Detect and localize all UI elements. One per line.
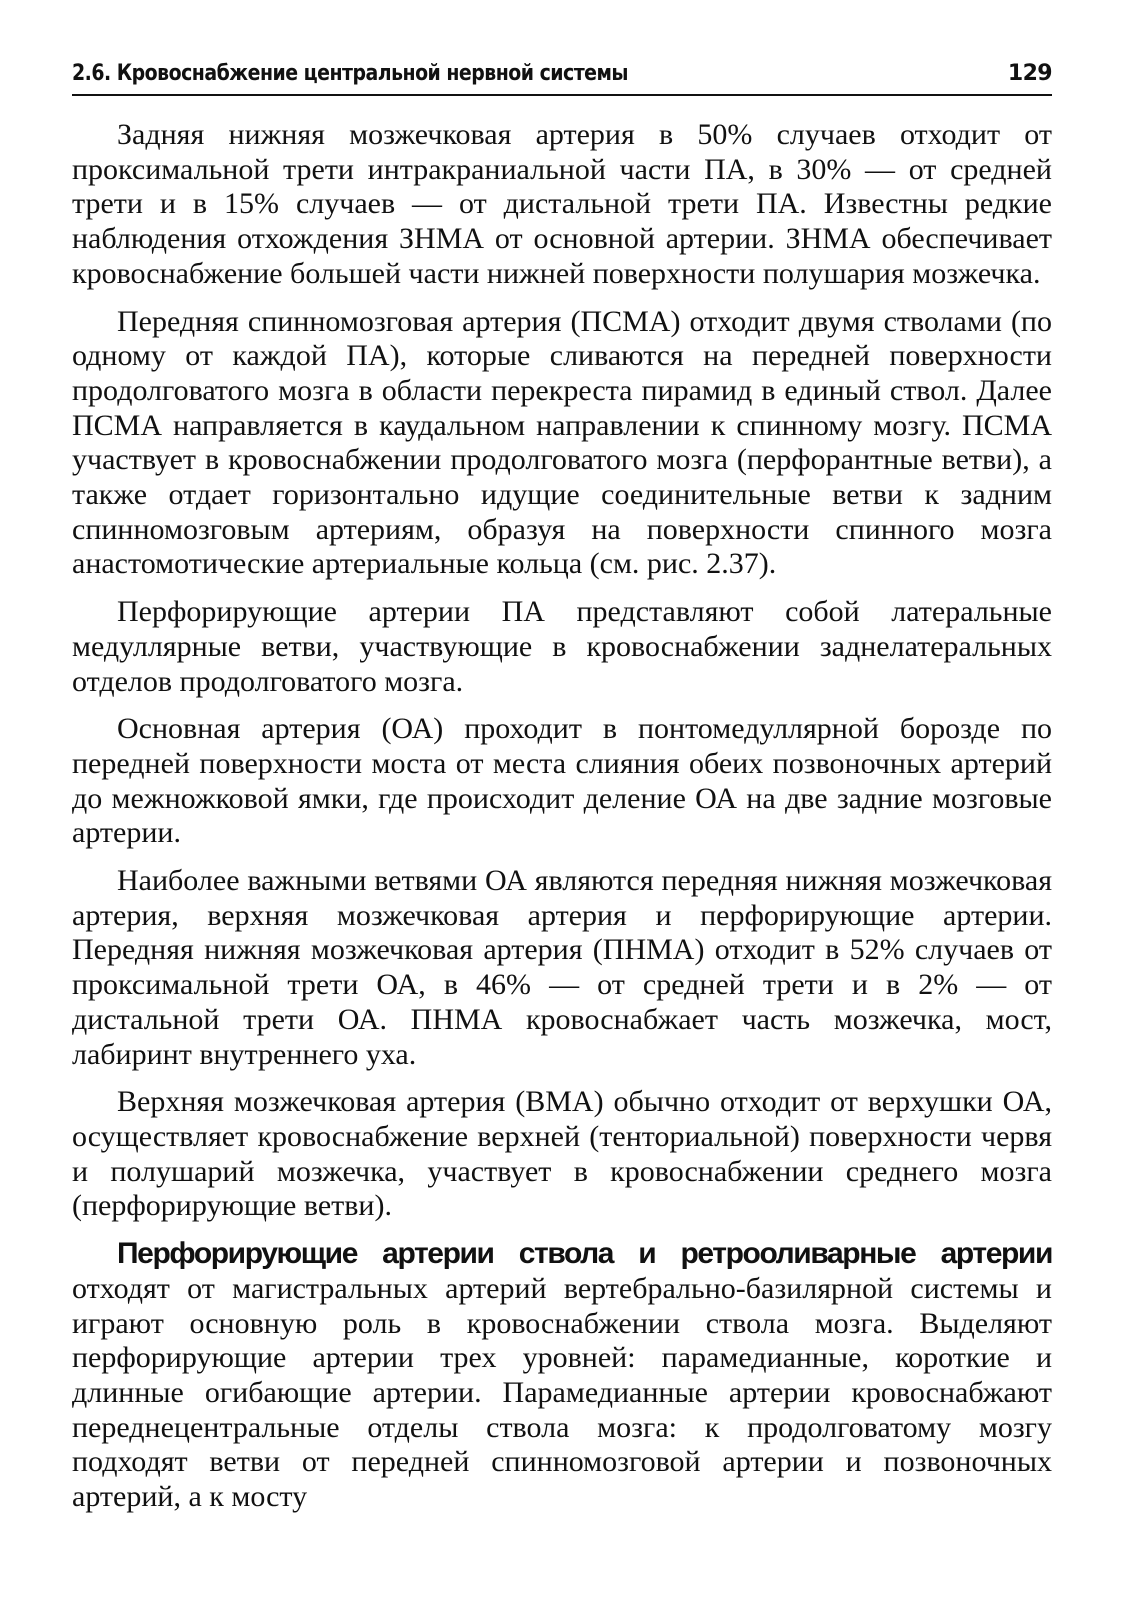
paragraph-brainstem-perforators (72, 1237, 1052, 1515)
running-head (72, 58, 1052, 90)
paragraph-asa: Передняя спинномозговая артерия (ПСМА) отходит двумя стволами (по одному от каждой ПА), которые сливаются на передней поверхности продолговатого мозга в области перекреста пирамид в единый ствол. Далее ПСМА направляется в каудальном направлении к спинному мозгу. ПСМА участвует в кровоснабжении продолговатого мозга (перфорантные ветви), а также отдает горизонтально идущие соединительные ветви к задним спинномозговым артериям, образуя на поверхности спинного мозга анастомотические артериальные кольца (см. рис. 2.37). (72, 304, 1052, 581)
paragraph-sca: Верхняя мозжечковая артерия (ВМА) обычно отходит от верхушки ОА, осуществляет кровоснабжение верхней (тенториальной) поверхности червя и полушарий мозжечка, участвует в кровоснабжении среднего мозга (перфорирующие ветви). (72, 1085, 1052, 1223)
header-rule (72, 94, 1052, 96)
body-text (72, 118, 1052, 1515)
paragraph-lead-term: Перфорирующие артерии ствола и ретрооливарные артерии (117, 1237, 1052, 1271)
paragraph-pica: Задняя нижняя мозжечковая артерия в 50% случаев отходит от проксимальной трети интракраниальной части ПА, в 30% — от средней трети и в 15% случаев — от дистальной трети ПА. Известны редкие наблюдения отхождения ЗНМА от основной артерии. ЗНМА обеспечивает кровоснабжение большей части нижней поверхности полушария мозжечка. (72, 118, 1052, 290)
section-title: 2.6. Кровоснабжение центральной нервной системы (72, 61, 629, 86)
paragraph-basilar-artery: Основная артерия (ОА) проходит в понтомедуллярной борозде по передней поверхности моста от места слияния обеих позвоночных артерий до межножковой ямки, где происходит деление ОА на две задние мозговые артерии. (72, 712, 1052, 850)
paragraph-aica: Наиболее важными ветвями ОА являются передняя нижняя мозжечковая артерия, верхняя мозжечковая артерия и перфорирующие артерии. Передняя нижняя мозжечковая артерия (ПНМА) отходит в 52% случаев от проксимальной трети ОА, в 46% — от средней трети и в 2% — от дистальной трети ОА. ПНМА кровоснабжает часть мозжечка, мост, лабиринт внутреннего уха. (72, 864, 1052, 1071)
paragraph-va-perforators: Перфорирующие артерии ПА представляют собой латеральные медуллярные ветви, участвующие в кровоснабжении заднелатеральных отделов продолговатого мозга. (72, 595, 1052, 698)
paragraph-text: отходят от магистральных артерий вертебрально-базилярной системы и играют основную роль в кровоснабжении ствола мозга. Выделяют перфорирующие артерии трех уровней: парамедианные, короткие и длинные огибающие артерии. Парамедианные артерии кровоснабжают переднецентральные отделы ствола мозга: к продолговатому мозгу подходят ветви от передней спинномозговой артерии и позвоночных артерий, а к мосту (72, 1271, 1052, 1514)
page-number: 129 (1007, 61, 1052, 86)
